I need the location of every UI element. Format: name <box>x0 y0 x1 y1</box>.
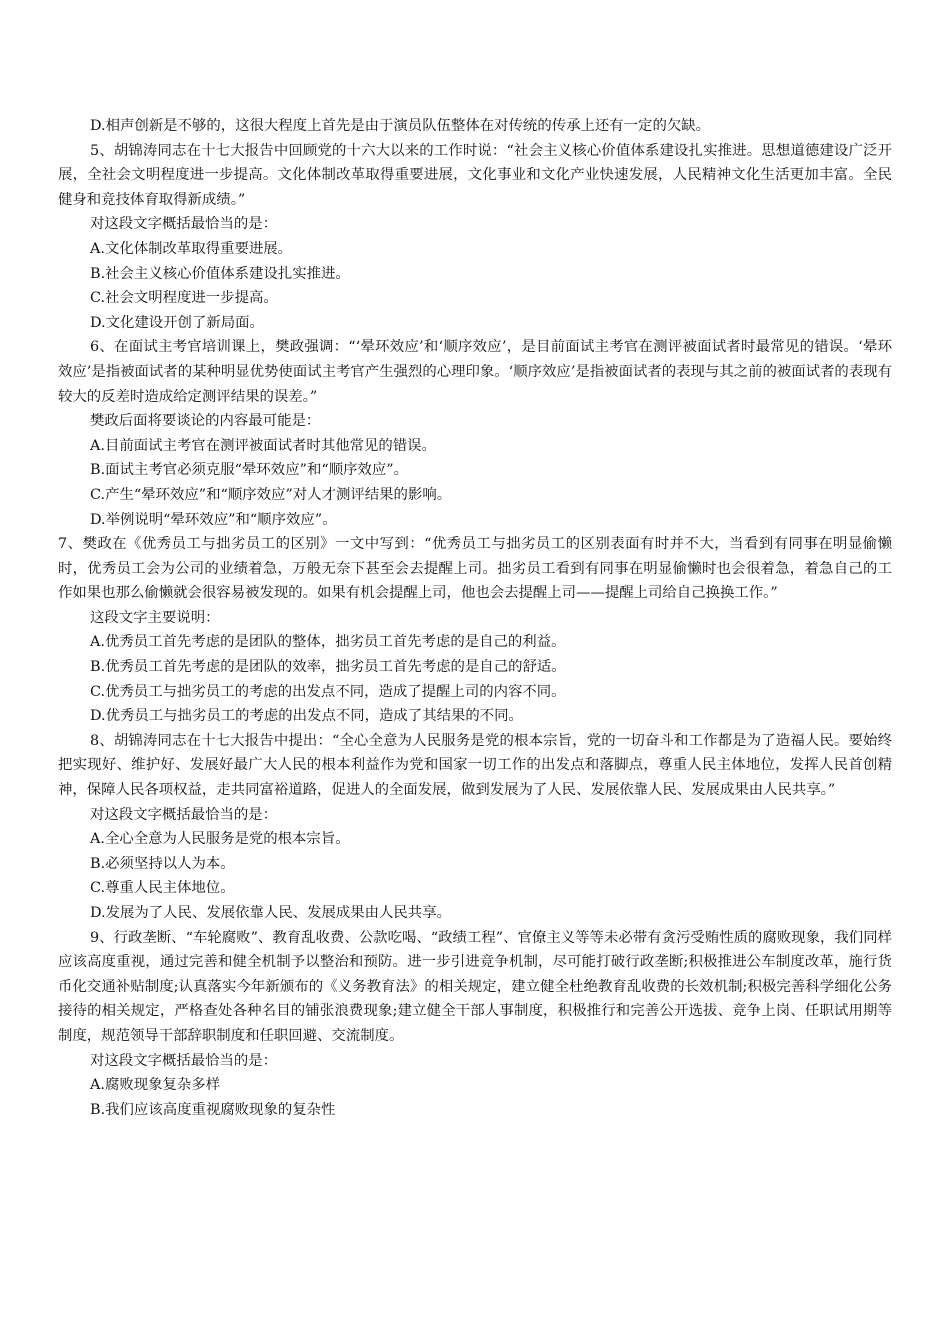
option-c: C.社会文明程度进一步提高。 <box>90 290 278 307</box>
question-stem: 8、胡锦涛同志在十七大报告中提出：“全心全意为人民服务是党的根本宗旨，党的一切奋斗和工作都是为了造福人民。要始终把实现好、维护好、发展好最广大人民的根本利益作为党和国家一切工作的出发点和落脚点，尊重人民主体地位，发挥人民首创精神，保障人民各项权益，走共同富裕道路，促进人的全面发展，做到发展为了人民、发展依靠人民、发展成果由人民共享。” <box>58 732 892 799</box>
option-a: A.文化体制改革取得重要进展。 <box>90 240 293 257</box>
option-d: D.优秀员工与拙劣员工的考虑的出发点不同，造成了其结果的不同。 <box>90 708 523 725</box>
question-8 <box>58 729 892 926</box>
question-9 <box>58 926 892 1123</box>
option-d: D.发展为了人民、发展依靠人民、发展成果由人民共享。 <box>90 905 451 921</box>
question-prompt: 樊政后面将要谈论的内容最可能是： <box>90 413 321 430</box>
document-page <box>58 114 892 1122</box>
option-b: B.我们应该高度重视腐败现象的复杂性 <box>90 1101 336 1118</box>
question-prompt: 这段文字主要说明： <box>90 609 220 626</box>
option-b: B.必须坚持以人为本。 <box>90 855 235 872</box>
option-b: B.面试主考官必须克服“晕环效应”和“顺序效应”。 <box>90 462 409 479</box>
question-prompt: 对这段文字概括最恰当的是： <box>90 1052 278 1069</box>
option-d: D.举例说明“晕环效应”和“顺序效应”。 <box>90 511 337 528</box>
option-a: A.优秀员工首先考虑的是团队的整体，拙劣员工首先考虑的是自己的利益。 <box>90 634 566 651</box>
question-stem: 6、在面试主考官培训课上，樊政强调：“‘晕环效应’和‘顺序效应’，是目前面试主考官在测评被面试者时最常见的错误。‘晕环效应’是指被面试者的某种明显优势使面试主考官产生强烈的心理印象。‘顺序效应’是指被面试者的表现与其之前的被面试者的表现有较大的反差时造成给定测评结果的误差。” <box>58 339 892 405</box>
option-c: C.产生“晕环效应”和“顺序效应”对人才测评结果的影响。 <box>90 486 452 503</box>
option-b: B.优秀员工首先考虑的是团队的效率，拙劣员工首先考虑的是自己的舒适。 <box>90 659 566 676</box>
q4-option-d: D.相声创新是不够的，这很大程度上首先是由于演员队伍整体在对传统的传承上还有一定的欠缺。 <box>90 118 711 134</box>
option-a: A.全心全意为人民服务是党的根本宗旨。 <box>90 831 350 848</box>
question-stem: 5、胡锦涛同志在十七大报告中回顾党的十六大以来的工作时说：“社会主义核心价值体系建设扎实推进。思想道德建设广泛开展，全社会文明程度进一步提高。文化体制改革取得重要进展，文化事业和文化产业快速发展，人民精神文化生活更加丰富。全民健身和竞技体育取得新成绩。” <box>58 142 892 208</box>
option-b: B.社会主义核心价值体系建设扎实推进。 <box>90 265 350 282</box>
question-5 <box>58 139 892 336</box>
question-6 <box>58 335 892 532</box>
option-c: C.优秀员工与拙劣员工的考虑的出发点不同，造成了提醒上司的内容不同。 <box>90 683 566 700</box>
question-prompt: 对这段文字概括最恰当的是： <box>90 216 278 233</box>
question-stem: 9、行政垄断、“车轮腐败”、教育乱收费、公款吃喝、“政绩工程”、官僚主义等等未必带有贪污受贿性质的腐败现象，我们同样应该高度重视，通过完善和健全机制予以整治和预防。进一步引进竞争机制，尽可能打破行政垄断;积极推进公车制度改革，施行货币化交通补贴制度;认真落实今年新颁布的《义务教育法》的相关规定，建立健全杜绝教育乱收费的长效机制;积极完善科学细化公务接待的相关规定，严格查处各种名目的铺张浪费现象;建立健全干部人事制度，积极推行和完善公开选拔、竞争上岗、任职试用期等制度，规范领导干部辞职制度和任职回避、交流制度。 <box>58 929 892 1044</box>
option-a: A.腐败现象复杂多样 <box>90 1077 221 1094</box>
option-a: A.目前面试主考官在测评被面试者时其他常见的错误。 <box>90 437 436 454</box>
option-c: C.尊重人民主体地位。 <box>90 880 235 897</box>
question-stem: 7、樊政在《优秀员工与拙劣员工的区别》一文中写到：“优秀员工与拙劣员工的区别表面有时并不大，当看到有同事在明显偷懒时，优秀员工会为公司的业绩着急，万般无奈下甚至会去提醒上司。拙劣员工看到有同事在明显偷懒时也会很着急，着急自己的工作如果也那么偷懒就会很容易被发现的。如果有机会提醒上司，他也会去提醒上司——提醒上司给自己换换工作。” <box>58 536 892 602</box>
option-d: D.文化建设开创了新局面。 <box>90 314 264 331</box>
question-7 <box>58 532 892 729</box>
question-prompt: 对这段文字概括最恰当的是： <box>90 806 278 823</box>
